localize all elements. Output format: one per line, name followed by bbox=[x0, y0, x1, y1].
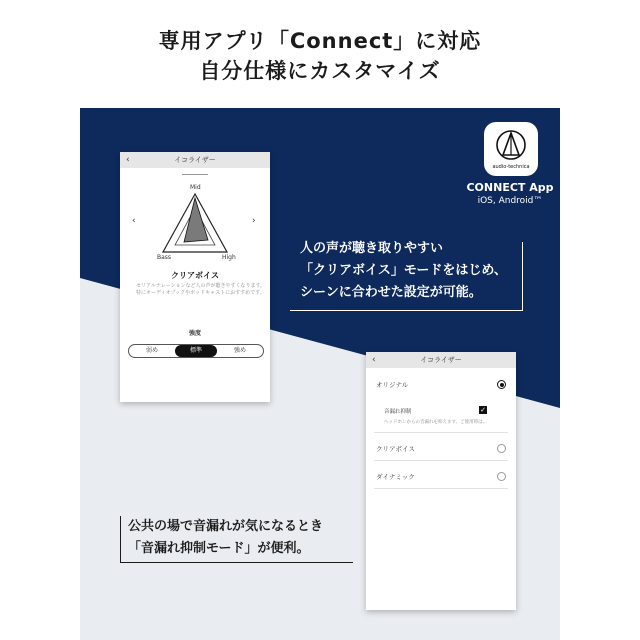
strength-option-standard[interactable]: 標準 bbox=[175, 345, 217, 357]
callout-top-bracket bbox=[290, 242, 523, 311]
headline-line-2: 自分仕様にカスタマイズ bbox=[199, 59, 441, 83]
option-dynamic-radio[interactable] bbox=[497, 472, 506, 481]
back-chevron-icon[interactable]: ‹ bbox=[372, 355, 376, 365]
sub-option-checkbox[interactable]: ✓ bbox=[480, 406, 486, 414]
logo-text: audio-technica bbox=[492, 164, 530, 170]
headline bbox=[0, 26, 640, 86]
divider bbox=[374, 488, 508, 489]
app-platforms: iOS, Android™ bbox=[477, 196, 543, 206]
strength-segmented-control bbox=[128, 344, 264, 358]
option-clear-voice-radio[interactable] bbox=[497, 444, 506, 453]
chevron-right-icon[interactable]: › bbox=[252, 216, 256, 226]
app-name: CONNECT App bbox=[466, 181, 554, 194]
phone-left-equalizer bbox=[120, 152, 270, 402]
chevron-left-icon[interactable]: ‹ bbox=[132, 216, 136, 226]
mode-description-line-2: 特にオーディオブックやポッドキャストにおすすめです。 bbox=[136, 290, 265, 296]
callout-top-line-3: シーンに合わせた設定が可能。 bbox=[300, 285, 482, 300]
label-bass: Bass bbox=[157, 254, 172, 261]
callout-bottom-bracket bbox=[120, 516, 353, 563]
divider bbox=[374, 460, 508, 461]
phone-right-title: イコライザー bbox=[420, 356, 462, 364]
phone-right-equalizer bbox=[366, 352, 516, 610]
strength-label: 強度 bbox=[188, 330, 201, 337]
callout-top-line-1: 人の声が聴き取りやすい bbox=[300, 241, 444, 256]
sub-option-note: ヘッドホンからの音漏れを抑えます。ご使用時は... bbox=[384, 420, 487, 425]
callout-top-line-2: 「クリアボイス」モードをはじめ、 bbox=[300, 263, 507, 278]
sub-option-label[interactable]: 音漏れ抑制 bbox=[384, 409, 412, 415]
phone-right-header bbox=[366, 352, 516, 368]
strength-option-strong[interactable]: 強め bbox=[233, 347, 246, 354]
label-mid: Mid bbox=[190, 184, 201, 191]
label-high: High bbox=[222, 254, 236, 261]
divider bbox=[374, 432, 508, 433]
mode-name: クリアボイス bbox=[171, 271, 219, 280]
mode-description-line-1: セリアルナレーションなど人の声が聴きやすくなります。 bbox=[136, 283, 266, 289]
eq-triangle-chart[interactable] bbox=[120, 152, 270, 272]
app-logo bbox=[484, 122, 538, 176]
callout-bottom-line-1: 公共の場で音漏れが気になるとき bbox=[128, 519, 324, 534]
callout-bottom-line-2: 「音漏れ抑制モード」が便利。 bbox=[128, 541, 310, 556]
option-dynamic-label[interactable]: ダイナミック bbox=[376, 473, 415, 481]
option-original-radio[interactable] bbox=[497, 380, 506, 389]
back-chevron-icon[interactable]: ‹ bbox=[126, 155, 130, 165]
strength-option-weak[interactable]: 弱め bbox=[145, 347, 158, 354]
option-original-label[interactable]: オリジナル bbox=[376, 381, 409, 389]
phone-left-title: イコライザー bbox=[174, 156, 216, 164]
option-clear-voice-label[interactable]: クリアボイス bbox=[376, 445, 415, 453]
headline-line-1: 専用アプリ「Connect」に対応 bbox=[158, 29, 482, 53]
